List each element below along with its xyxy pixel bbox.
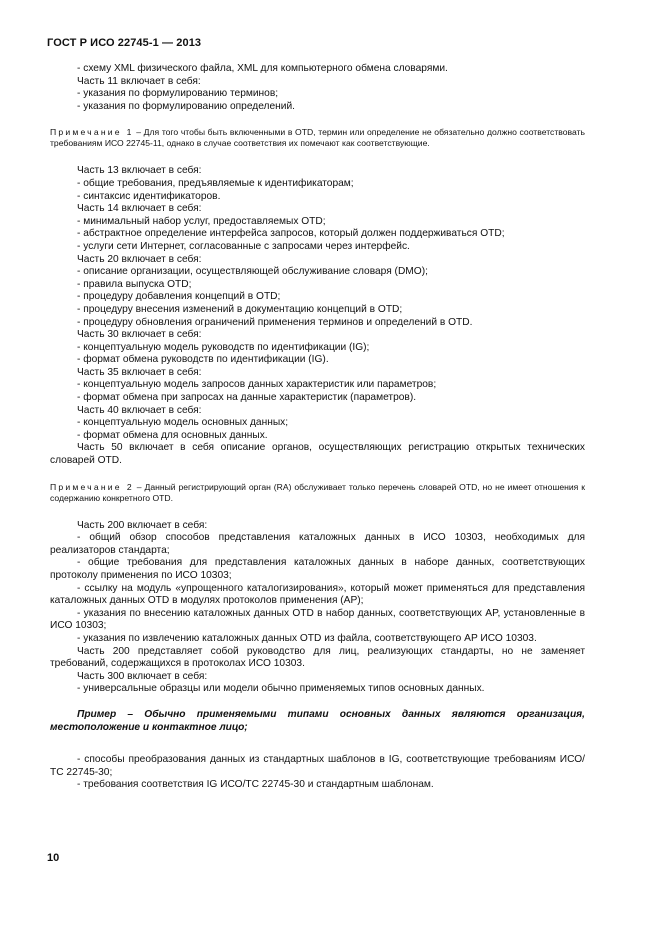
list-item: - правила выпуска OTD; [77, 278, 192, 290]
example-paragraph: Пример – Обычно применяемыми типами основных данных являются организация, местоположение и контактное лицо; [50, 708, 585, 733]
paragraph-group-parts-200-300 [50, 520, 585, 792]
list-item: - формат обмена при запросах на данные характеристик (параметров). [77, 392, 417, 404]
note-text: – Для того чтобы быть включенными в OTD, термин или определение не обязательно должно соответствовать требованиям ИСО 22745-11, однако в случае соответствия их помечают как соответствующие. [50, 127, 585, 149]
note-2 [50, 482, 585, 504]
part-heading: Часть 40 включает в себя: [77, 404, 202, 416]
note-text: – Данный регистрирующий орган (RA) обслуживает только перечень словарей OTD, но не имеет отношения к содержанию конкретного OTD. [50, 481, 586, 503]
list-item: - формат обмена руководств по идентификации (IG). [77, 354, 329, 366]
note-label: Примечание 2 [50, 481, 134, 492]
list-item: - услуги сети Интернет, согласованные с запросами через интерфейс. [77, 240, 410, 252]
list-item: - процедуру обновления ограничений применения терминов и определений в OTD. [77, 316, 473, 328]
list-item: - требования соответствия IG ИСО/ТС 22745-30 и стандартным шаблонам. [77, 779, 434, 791]
part-heading: Часть 35 включает в себя: [77, 366, 202, 378]
list-item: - ссылку на модуль «упрощенного каталогизирования», который может применяться для представления каталожных данных OTD в модулях протоколов применения (AP); [50, 582, 585, 607]
note-label: Примечание 1 [50, 127, 134, 138]
list-item: - синтаксис идентификаторов. [77, 190, 221, 202]
list-item: - способы преобразования данных из стандартных шаблонов в IG, соответствующие требованиям ИСО/ТС 22745-30; [50, 754, 585, 778]
list-item: - общий обзор способов представления каталожных данных в ИСО 10303, необходимых для реализаторов стандарта; [50, 532, 585, 556]
part-heading: Часть 300 включает в себя: [77, 670, 208, 682]
paragraph-group-part10-tail [77, 63, 585, 113]
list-item: - указания по внесению каталожных данных OTD в набор данных, соответствующих AP, установленные в ИСО 10303; [50, 607, 585, 632]
document-body [50, 63, 586, 792]
list-item: - общие требования, предъявляемые к идентификаторам; [77, 177, 354, 189]
list-item: - минимальный набор услуг, предоставляемых OTD; [77, 215, 326, 227]
list-item: - концептуальную модель основных данных; [77, 417, 289, 429]
list-item: - концептуальную модель руководств по идентификации (IG); [77, 341, 370, 353]
part-heading: Часть 13 включает в себя: [77, 165, 202, 177]
part-heading: Часть 30 включает в себя: [77, 329, 202, 341]
page-number: 10 [47, 852, 60, 864]
list-item: - концептуальную модель запросов данных характеристик или параметров; [77, 379, 437, 391]
part-heading: Часть 11 включает в себя: [77, 75, 201, 87]
list-item: - указания по извлечению каталожных данных OTD из файла, соответствующего AP ИСО 10303. [77, 632, 537, 644]
paragraph: Часть 200 представляет собой руководство для лиц, реализующих стандарты, но не заменяет требований, содержащихся в протоколах ИСО 10303. [50, 645, 585, 670]
list-item: - схему XML физического файла, XML для компьютерного обмена словарями. [77, 63, 448, 74]
list-item: - формат обмена для основных данных. [77, 429, 268, 441]
part-heading: Часть 200 включает в себя: [77, 519, 208, 531]
list-item: - общие требования для представления каталожных данных в наборе данных, соответствующих протоколу применения по ИСО 10303; [50, 557, 585, 581]
part-heading: Часть 14 включает в себя: [77, 203, 202, 215]
paragraph-group-parts-13-50 [50, 165, 585, 467]
part-heading: Часть 20 включает в себя: [77, 253, 202, 265]
list-item: - универсальные образцы или модели обычно применяемых типов основных данных. [77, 683, 485, 695]
list-item: - абстрактное определение интерфейса запросов, который должен поддерживаться OTD; [77, 228, 505, 240]
part-50-paragraph: Часть 50 включает в себя описание органов, осуществляющих регистрацию открытых технических словарей OTD. [50, 442, 585, 467]
list-item: - процедуру внесения изменений в документацию концепций в OTD; [77, 303, 403, 315]
list-item: - указания по формулированию определений. [77, 100, 295, 112]
note-1 [50, 127, 585, 149]
document-header: ГОСТ Р ИСО 22745-1 — 2013 [47, 37, 202, 49]
list-item: - описание организации, осуществляющей обслуживание словаря (DMO); [77, 266, 428, 278]
list-item: - указания по формулированию терминов; [77, 88, 279, 100]
list-item: - процедуру добавления концепций в OTD; [77, 291, 281, 303]
